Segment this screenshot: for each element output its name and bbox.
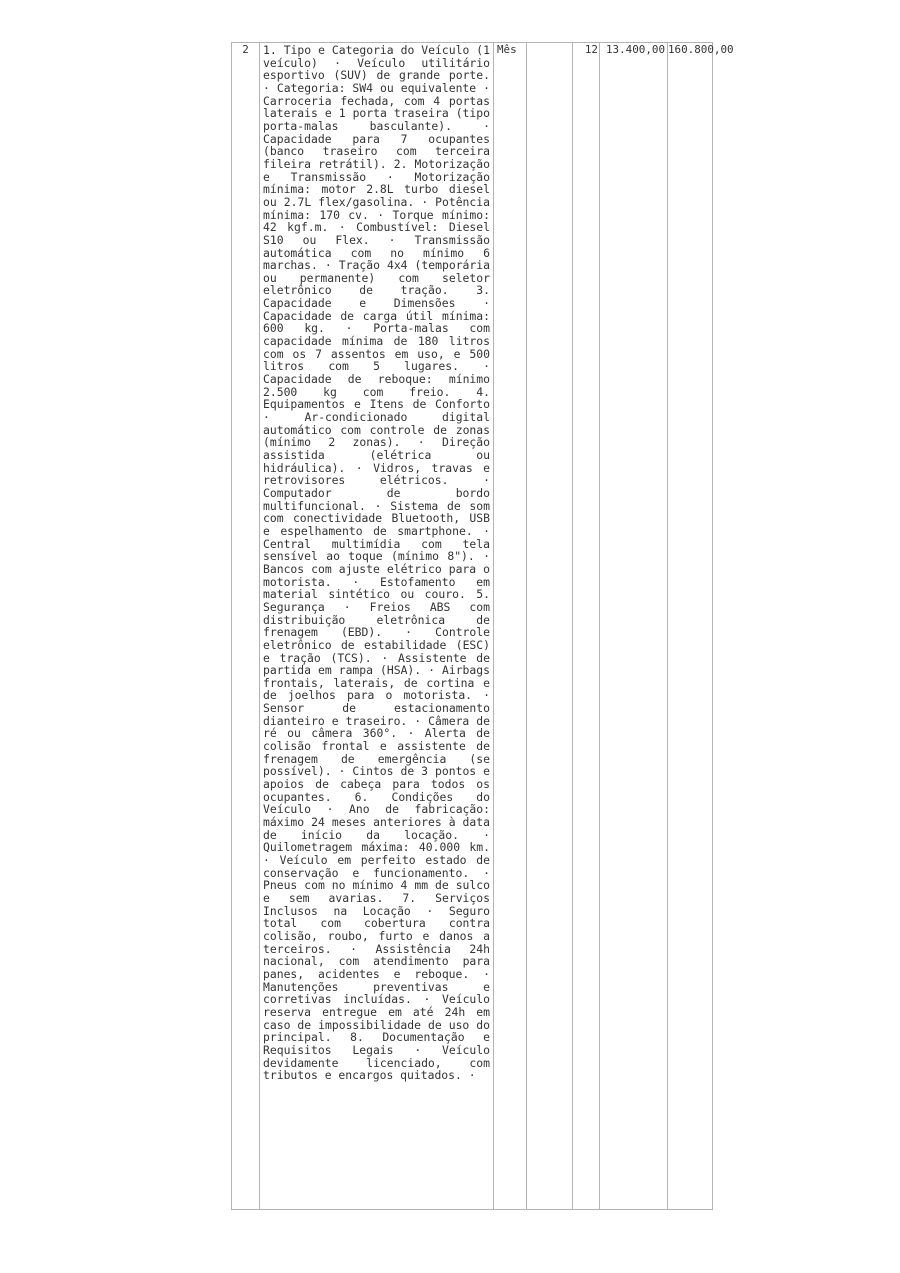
item-total-price: 160.800,00 (668, 43, 734, 56)
item-extra-cell (527, 43, 573, 1209)
item-description: 1. Tipo e Categoria do Veículo (1 veículo) · Veículo utilitário esportivo (SUV) de grande porte. · Categoria: SW4 ou equivalente · Carroceria fechada, com 4 portas laterais e 1 porta traseira (tipo porta-malas basculante). · Capacidade para 7 ocupantes (banco traseiro com terceira fileira retrátil). 2. Motorização e Transmissão · Motorização mínima: motor 2.8L turbo diesel ou 2.7L flex/gasolina. · Potência mínima: 170 cv. · Torque mínimo: 42 kgf.m. · Combustível: Diesel S10 ou Flex. · Transmissão automática com no mínimo 6 marchas. · Tração 4x4 (temporária ou permanente) com seletor eletrônico de tração. 3. Capacidade e Dimensões · Capacidade de carga útil mínima: 600 kg. · Porta-malas com capacidade mínima de 180 litros com os 7 assentos em uso, e 500 litros com 5 lugares. · Capacidade de reboque: mínimo 2.500 kg com freio. 4. Equipamentos e Itens de Conforto · Ar-condicionado digital automático com controle de zonas (mínimo 2 zonas). · Direção assistida (elétrica ou hidráulica). · Vidros, travas e retrovisores elétricos. · Computador de bordo multifuncional. · Sistema de som com conectividade Bluetooth, USB e espelhamento de smartphone. · Central multimídia com tela sensível ao toque (mínimo 8"). · Bancos com ajuste elétrico para o motorista. · Estofamento em material sintético ou couro. 5. Segurança · Freios ABS com distribuição eletrônica de frenagem (EBD). · Controle eletrônico de estabilidade (ESC) e tração (TCS). · Assistente de partida em rampa (HSA). · Airbags frontais, laterais, de cortina e de joelhos para o motorista. · Sensor de estacionamento dianteiro e traseiro. · Câmera de ré ou câmera 360°. · Alerta de colisão frontal e assistente de frenagem de emergência (se possível). · Cintos de 3 pontos e apoios de cabeça para todos os ocupantes. 6. Condições do Veículo · Ano de fabricação: máximo 24 meses anteriores à data de início da locação. · Quilometragem máxima: 40.000 km. · Veículo em perfeito estado de conservação e funcionamento. · Pneus com no mínimo 4 mm de sulco e sem avarias. 7. Serviços Inclusos na Locação · Seguro total com cobertura contra colisão, roubo, furto e danos a terceiros. · Assistência 24h nacional, com atendimento para panes, acidentes e reboque. · Manutenções preventivas e corretivas incluídas. · Veículo reserva entregue em até 24h em caso de impossibilidade de uso do principal. 8. Documentação e Requisitos Legais · Veículo devidamente licenciado, com tributos e encargos quitados. · (260, 43, 494, 1209)
item-quantity: 12 (573, 43, 600, 1209)
item-unit: Mês (494, 43, 527, 1209)
item-number: 2 (232, 43, 260, 1209)
item-unit-price: 13.400,00 (600, 43, 668, 1209)
items-table (231, 42, 734, 1210)
